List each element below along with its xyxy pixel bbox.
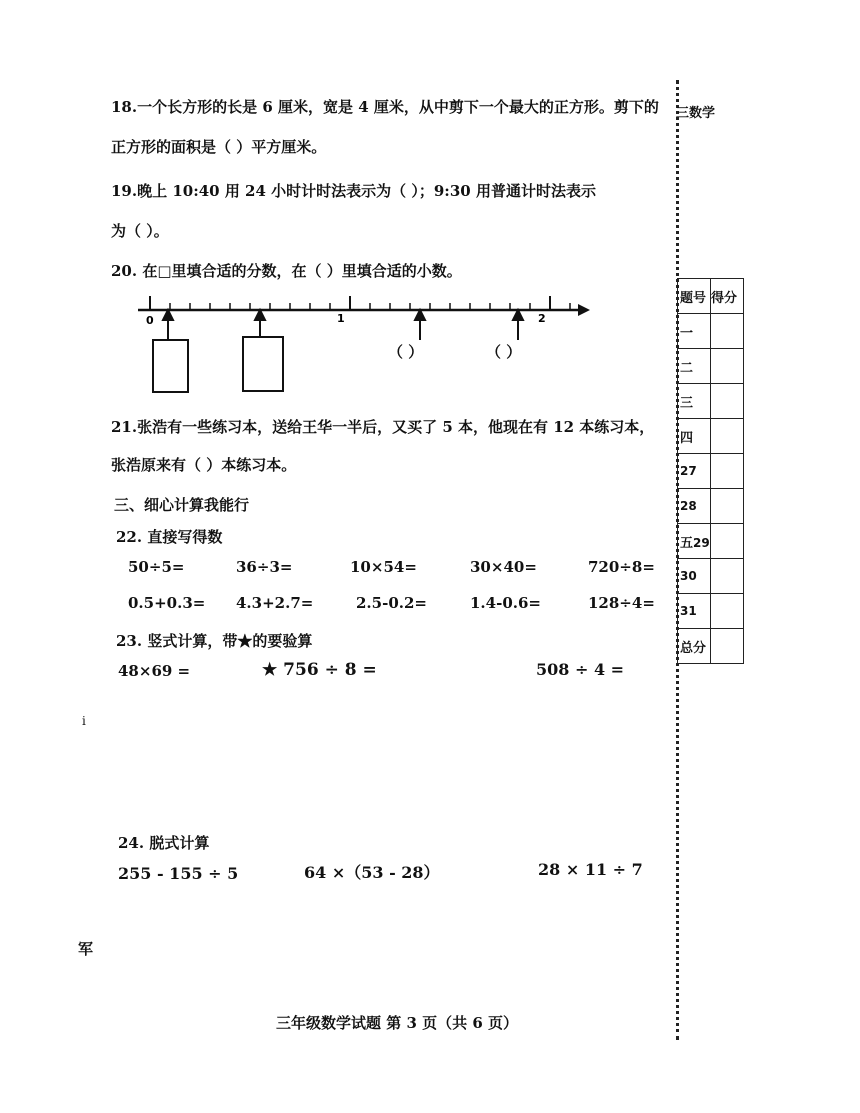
q19-line1: 19.晚上 10:40 用 24 小时计时法表示为（ ）；9:30 用普通计时法表示 bbox=[111, 182, 596, 200]
section-heading: 三、细心计算我能行 bbox=[114, 496, 250, 514]
q18-line2: 正方形的面积是（ ）平方厘米。 bbox=[111, 138, 327, 156]
sub-row-label: 30 bbox=[678, 559, 711, 594]
step-calc-item: 64 ×（53 - 28） bbox=[304, 863, 440, 882]
table-header-number: 题号 bbox=[678, 279, 711, 314]
fraction-answer-box[interactable] bbox=[242, 336, 284, 392]
section-row-label: 二 bbox=[678, 349, 711, 384]
tick-label-0: 0 bbox=[146, 314, 154, 327]
score-table bbox=[677, 278, 744, 664]
calc-item: 30×40= bbox=[470, 558, 537, 576]
group-label: 五 bbox=[680, 535, 694, 551]
sub-row-number: 29 bbox=[693, 535, 710, 550]
q21-line1: 21.张浩有一些练习本，送给王华一半后，又买了 5 本，他现在有 12 本练习本， bbox=[111, 418, 655, 436]
q24-title: 24. 脱式计算 bbox=[118, 834, 210, 852]
vertical-calc-item: ★ 756 ÷ 8 = bbox=[262, 660, 377, 680]
score-cell[interactable] bbox=[711, 384, 744, 419]
tick-label-1: 1 bbox=[337, 312, 345, 325]
sub-row-label bbox=[678, 524, 711, 559]
subject-label: 三数学 bbox=[676, 106, 716, 121]
calc-item: 10×54= bbox=[350, 558, 417, 576]
calc-item: 4.3+2.7= bbox=[236, 594, 314, 612]
calc-item: 128÷4= bbox=[588, 594, 655, 612]
section-row-label: 三 bbox=[678, 384, 711, 419]
score-cell[interactable] bbox=[711, 559, 744, 594]
score-cell[interactable] bbox=[711, 454, 744, 489]
margin-mark: 军 bbox=[78, 940, 94, 958]
q22-title: 22. 直接写得数 bbox=[116, 528, 223, 546]
margin-mark: i bbox=[82, 714, 86, 728]
number-line bbox=[130, 288, 590, 348]
sub-row-label: 28 bbox=[678, 489, 711, 524]
calc-item: 1.4-0.6= bbox=[470, 594, 541, 612]
score-cell[interactable] bbox=[711, 349, 744, 384]
page-footer: 三年级数学试题 第 3 页（共 6 页） bbox=[276, 1014, 518, 1032]
decimal-answer-blank[interactable]: （ ） bbox=[388, 343, 424, 361]
q19-line2: 为（ ）。 bbox=[111, 222, 169, 240]
q23-title: 23. 竖式计算，带★的要验算 bbox=[116, 632, 313, 650]
tick-label-2: 2 bbox=[538, 312, 546, 325]
calc-item: 50÷5= bbox=[128, 558, 185, 576]
vertical-calc-item: 48×69 = bbox=[118, 662, 191, 680]
step-calc-item: 255 - 155 ÷ 5 bbox=[118, 864, 239, 883]
q20-text: 20. 在□里填合适的分数，在（ ）里填合适的小数。 bbox=[111, 262, 462, 280]
vertical-calc-item: 508 ÷ 4 = bbox=[536, 660, 625, 679]
score-cell[interactable] bbox=[711, 594, 744, 629]
calc-item: 36÷3= bbox=[236, 558, 293, 576]
decimal-answer-blank[interactable]: （ ） bbox=[486, 343, 522, 361]
total-label: 总分 bbox=[678, 629, 711, 664]
total-score-cell[interactable] bbox=[711, 629, 744, 664]
score-cell[interactable] bbox=[711, 489, 744, 524]
score-cell[interactable] bbox=[711, 419, 744, 454]
sub-row-label: 31 bbox=[678, 594, 711, 629]
step-calc-item: 28 × 11 ÷ 7 bbox=[538, 860, 643, 879]
section-row-label: 一 bbox=[678, 314, 711, 349]
fraction-answer-box[interactable] bbox=[152, 339, 189, 393]
calc-item: 0.5+0.3= bbox=[128, 594, 206, 612]
table-header-score: 得分 bbox=[711, 279, 744, 314]
score-cell[interactable] bbox=[711, 524, 744, 559]
score-cell[interactable] bbox=[711, 314, 744, 349]
q18-line1: 18.一个长方形的长是 6 厘米，宽是 4 厘米，从中剪下一个最大的正方形。剪下的 bbox=[111, 98, 659, 116]
calc-item: 720÷8= bbox=[588, 558, 655, 576]
section-row-label: 四 bbox=[678, 419, 711, 454]
q21-line2: 张浩原来有（ ）本练习本。 bbox=[111, 456, 297, 474]
sub-row-label: 27 bbox=[678, 454, 711, 489]
calc-item: 2.5-0.2= bbox=[356, 594, 427, 612]
